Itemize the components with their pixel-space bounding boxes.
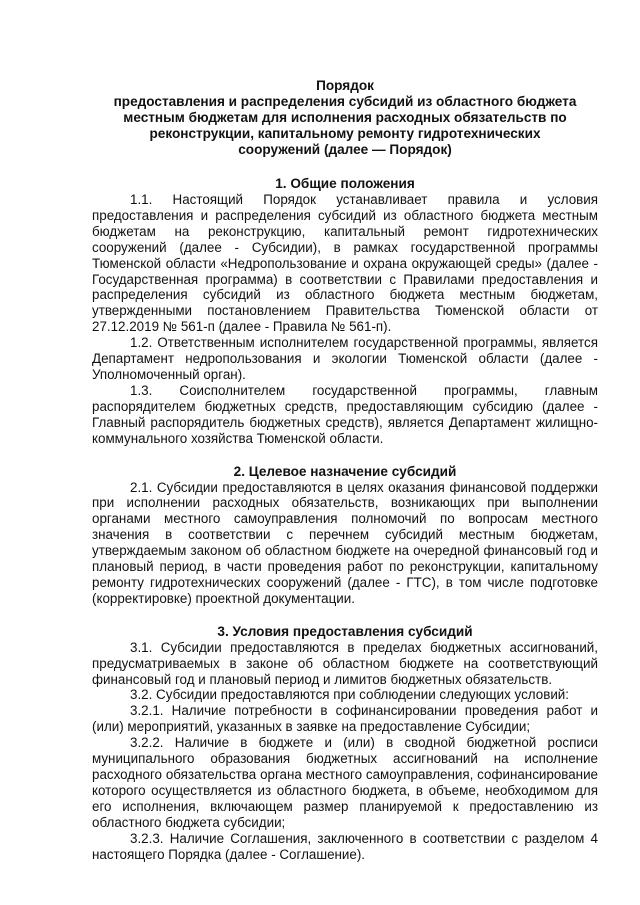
title-line: реконструкции, капитальному ремонту гидротехнических [149, 126, 541, 141]
section-heading: 1. Общие положения [275, 176, 415, 191]
paragraph: 3.2.1. Наличие потребности в софинансировании проведения работ и (или) мероприятий, указанных в заявке на предоставление Субсидии; [92, 703, 598, 735]
title-line: предоставления и распределения субсидий из областного бюджета [113, 94, 577, 109]
paragraph: 3.2. Субсидии предоставляются при соблюдении следующих условий: [130, 687, 569, 703]
section-heading: 3. Условия предоставления субсидий [217, 623, 473, 639]
section-heading: 2. Целевое назначение субсидий [233, 463, 457, 479]
paragraph: 3.1. Субсидии предоставляются в пределах бюджетных ассигнований, предусматриваемых в законе об областном бюджете на соответствующий финансовый год и плановый период и лимитов бюджетных обязательств. [92, 639, 598, 687]
paragraph: 2.1. Субсидии предоставляются в целях оказания финансовой поддержки при исполнении расходных обязательств, возникающих при выполнении органами местного самоуправления полномочий по вопросам местного значения в соответствии с перечнем субсидий местным бюджетам, утверждаемым законом об областном бюджете на очередной финансовый год и плановый период, в части проведения работ по реконструкции, капитальному ремонту гидротехнических сооружений (далее - ГТС), в том числе подготовке (корректировке) проектной документации. [92, 479, 598, 606]
section-general [92, 176, 598, 447]
title-line: местным бюджетам для исполнения расходных обязательств по [123, 110, 567, 125]
title-line: Порядок [316, 78, 374, 93]
section-conditions [92, 624, 598, 863]
title-line: сооружений (далее — Порядок) [238, 142, 452, 157]
paragraph: 1.3. Соисполнителем государственной программы, главным распорядителем бюджетных средств, предоставляющим субсидию (далее - Главный распорядитель бюджетных средств), является Департамент жилищно-коммунального хозяйства Тюменской области. [92, 382, 598, 446]
paragraph: 3.2.2. Наличие в бюджете и (или) в сводной бюджетной росписи муниципального образования бюджетных ассигнований на исполнение расходного обязательства органа местного самоуправления, софинансирование которого осуществляется из областного бюджета, в объеме, необходимом для его исполнения, включающем размер планируемой к предоставлению из областного бюджета субсидии; [92, 735, 598, 830]
paragraph: 3.2.3. Наличие Соглашения, заключенного в соответствии с разделом 4 настоящего Порядка (далее - Соглашение). [92, 830, 598, 862]
paragraph: 1.2. Ответственным исполнителем государственной программы, является Департамент недропользования и экологии Тюменской области (далее - Уполномоченный орган). [92, 335, 598, 382]
section-purpose [92, 464, 598, 607]
document-title [92, 78, 598, 158]
paragraph: 1.1. Настоящий Порядок устанавливает правила и условия предоставления и распределения субсидий из областного бюджета местным бюджетам на реконструкцию, капитальный ремонт гидротехнических сооружений (далее - Субсидии), в рамках государственной программы Тюменской области «Недропользование и охрана окружающей среды» (далее - Государственная программа) в соответствии с Правилами предоставления и распределения субсидий из областного бюджета местным бюджетам, утвержденными постановлением Правительства Тюменской области от 27.12.2019 № 561-п (далее - Правила № 561-п). [92, 192, 598, 335]
